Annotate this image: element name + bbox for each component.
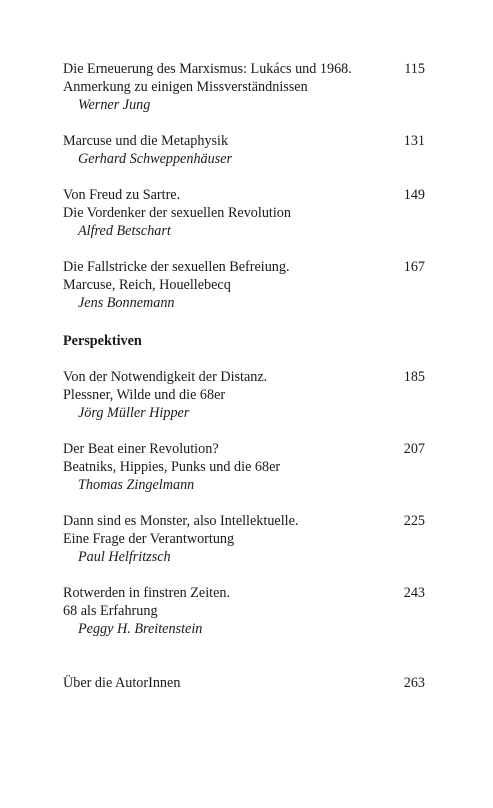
entry-page-number: 263 — [403, 675, 425, 691]
entry-author: Alfred Betschart — [78, 223, 171, 239]
entry-title-line: Rotwerden in finstren Zeiten. — [63, 585, 231, 601]
entry-title-line: Marcuse und die Metaphysik — [63, 133, 229, 149]
entry-subtitle-line: 68 als Erfahrung — [63, 603, 158, 619]
toc-entry[interactable] — [63, 258, 425, 312]
entry-page-number: 243 — [403, 585, 425, 601]
entry-author: Jens Bonnemann — [78, 295, 175, 311]
entry-subtitle-line: Beatniks, Hippies, Punks und die 68er — [63, 459, 281, 475]
entry-title-line: Die Fallstricke der sexuellen Befreiung. — [63, 259, 290, 275]
section-heading: Perspektiven — [63, 333, 142, 349]
toc-entry[interactable] — [63, 584, 425, 638]
entry-page-number: 131 — [403, 133, 425, 149]
toc-entry[interactable] — [63, 440, 425, 494]
entry-subtitle-line: Plessner, Wilde und die 68er — [63, 387, 226, 403]
entry-author: Werner Jung — [78, 97, 151, 113]
entry-author: Thomas Zingelmann — [78, 477, 195, 493]
spacer — [63, 656, 425, 674]
entry-title-line: Die Erneuerung des Marxismus: Lukács und 1968. — [63, 61, 352, 77]
toc-entry[interactable] — [63, 132, 425, 168]
entry-page-number: 167 — [403, 259, 425, 275]
entry-title-line: Über die AutorInnen — [63, 675, 181, 691]
entry-subtitle-line: Die Vordenker der sexuellen Revolution — [63, 205, 291, 221]
toc-entry[interactable] — [63, 512, 425, 566]
entry-author: Peggy H. Breitenstein — [78, 621, 203, 637]
toc-entry[interactable] — [63, 368, 425, 422]
entry-page-number: 207 — [403, 441, 425, 457]
entry-title-line: Von Freud zu Sartre. — [63, 187, 181, 203]
toc-entry[interactable] — [63, 186, 425, 240]
entry-title-line: Der Beat einer Revolution? — [63, 441, 219, 457]
entry-author: Paul Helfritzsch — [78, 549, 171, 565]
entry-subtitle-line: Anmerkung zu einigen Missverständnissen — [63, 79, 308, 95]
entry-subtitle-line: Marcuse, Reich, Houellebecq — [63, 277, 231, 293]
entry-page-number: 225 — [403, 513, 425, 529]
entry-title-line: Dann sind es Monster, also Intellektuelle. — [63, 513, 299, 529]
entry-page-number: 185 — [403, 369, 425, 385]
table-of-contents — [63, 60, 425, 710]
toc-entry[interactable] — [63, 60, 425, 114]
entry-author: Jörg Müller Hipper — [78, 405, 190, 421]
toc-entry-authors[interactable] — [63, 674, 425, 692]
entry-page-number: 115 — [404, 61, 425, 77]
entry-page-number: 149 — [403, 187, 425, 203]
entry-subtitle-line: Eine Frage der Verantwortung — [63, 531, 235, 547]
entry-author: Gerhard Schweppenhäuser — [78, 151, 233, 167]
entry-title-line: Von der Notwendigkeit der Distanz. — [63, 369, 268, 385]
